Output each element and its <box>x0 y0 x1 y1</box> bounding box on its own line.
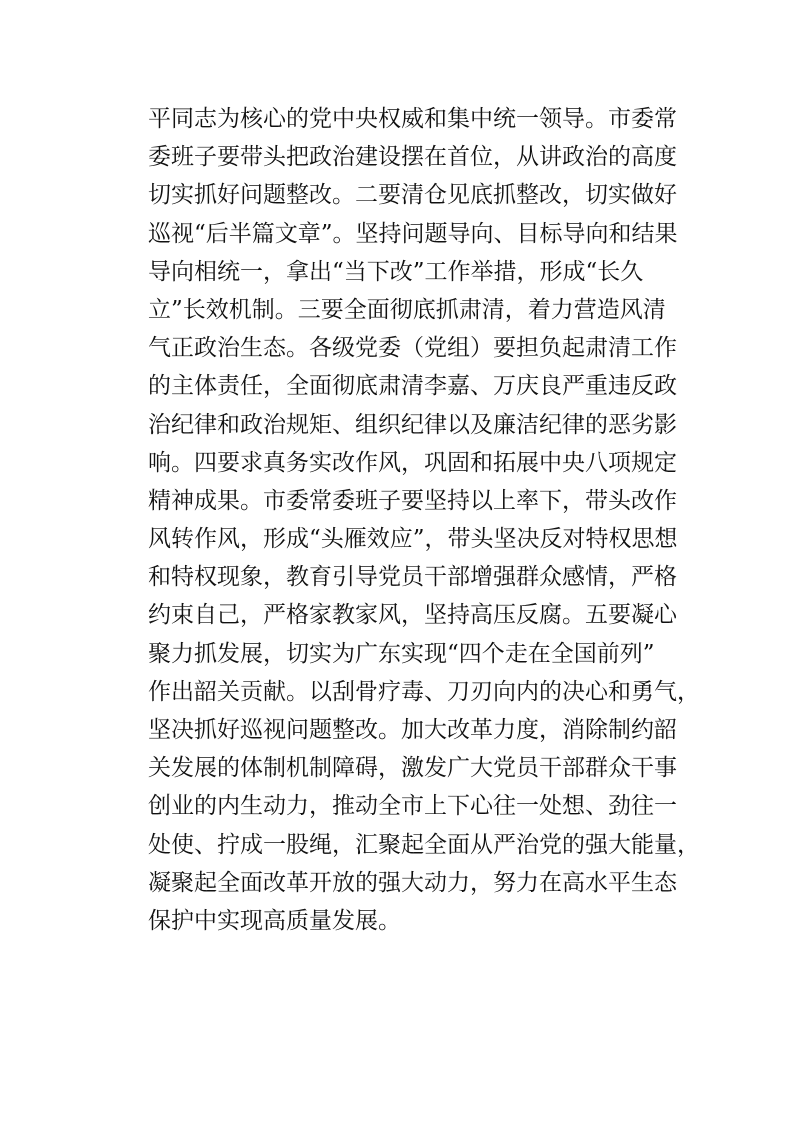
text-line: 关发展的体制机制障碍，激发广大党员干部群众干事 <box>148 755 677 782</box>
text-line: 作出韶关贡献。以刮骨疗毒、刀刃向内的决心和勇气， <box>148 678 700 705</box>
text-line: 保护中实现高质量发展。 <box>148 907 401 934</box>
text-line: 精神成果。市委常委班子要坚持以上率下，带头改作 <box>148 487 677 514</box>
text-line: 气正政治生态。各级党委（党组）要担负起肃清工作 <box>148 335 677 362</box>
text-line: 委班子要带头把政治建设摆在首位，从讲政治的高度 <box>148 144 677 171</box>
text-line: 风转作风，形成“头雁效应”，带头坚决反对特权思想 <box>148 526 678 553</box>
text-line: 平同志为核心的党中央权威和集中统一领导。市委常 <box>148 106 677 132</box>
text-line: 处使、拧成一股绳，汇聚起全面从严治党的强大能量， <box>148 831 700 858</box>
text-line: 的主体责任，全面彻底肃清李嘉、万庆良严重违反政 <box>148 373 677 400</box>
text-line: 创业的内生动力，推动全市上下心往一处想、劲往一 <box>148 793 677 820</box>
body-paragraph <box>148 100 700 940</box>
text-line: 约束自己，严格家教家风，坚持高压反腐。五要凝心 <box>148 602 677 629</box>
text-line: 立”长效机制。三要全面彻底抓肃清，着力营造风清 <box>148 296 666 323</box>
text-line: 聚力抓发展，切实为广东实现“四个走在全国前列” <box>148 640 655 667</box>
text-line: 坚决抓好巡视问题整改。加大改革力度，消除制约韶 <box>148 717 677 743</box>
text-line: 切实抓好问题整改。二要清仓见底抓整改，切实做好 <box>148 182 677 209</box>
text-line: 和特权现象，教育引导党员干部增强群众感情，严格 <box>148 564 677 591</box>
text-line: 导向相统一，拿出“当下改”工作举措，形成“长久 <box>148 258 644 285</box>
text-line: 巡视“后半篇文章”。坚持问题导向、目标导向和结果 <box>148 220 678 247</box>
text-line: 凝聚起全面改革开放的强大动力，努力在高水平生态 <box>148 869 677 896</box>
text-line: 治纪律和政治规矩、组织纪律以及廉洁纪律的恶劣影 <box>148 411 677 438</box>
text-line: 响。四要求真务实改作风，巩固和拓展中央八项规定 <box>148 449 677 476</box>
